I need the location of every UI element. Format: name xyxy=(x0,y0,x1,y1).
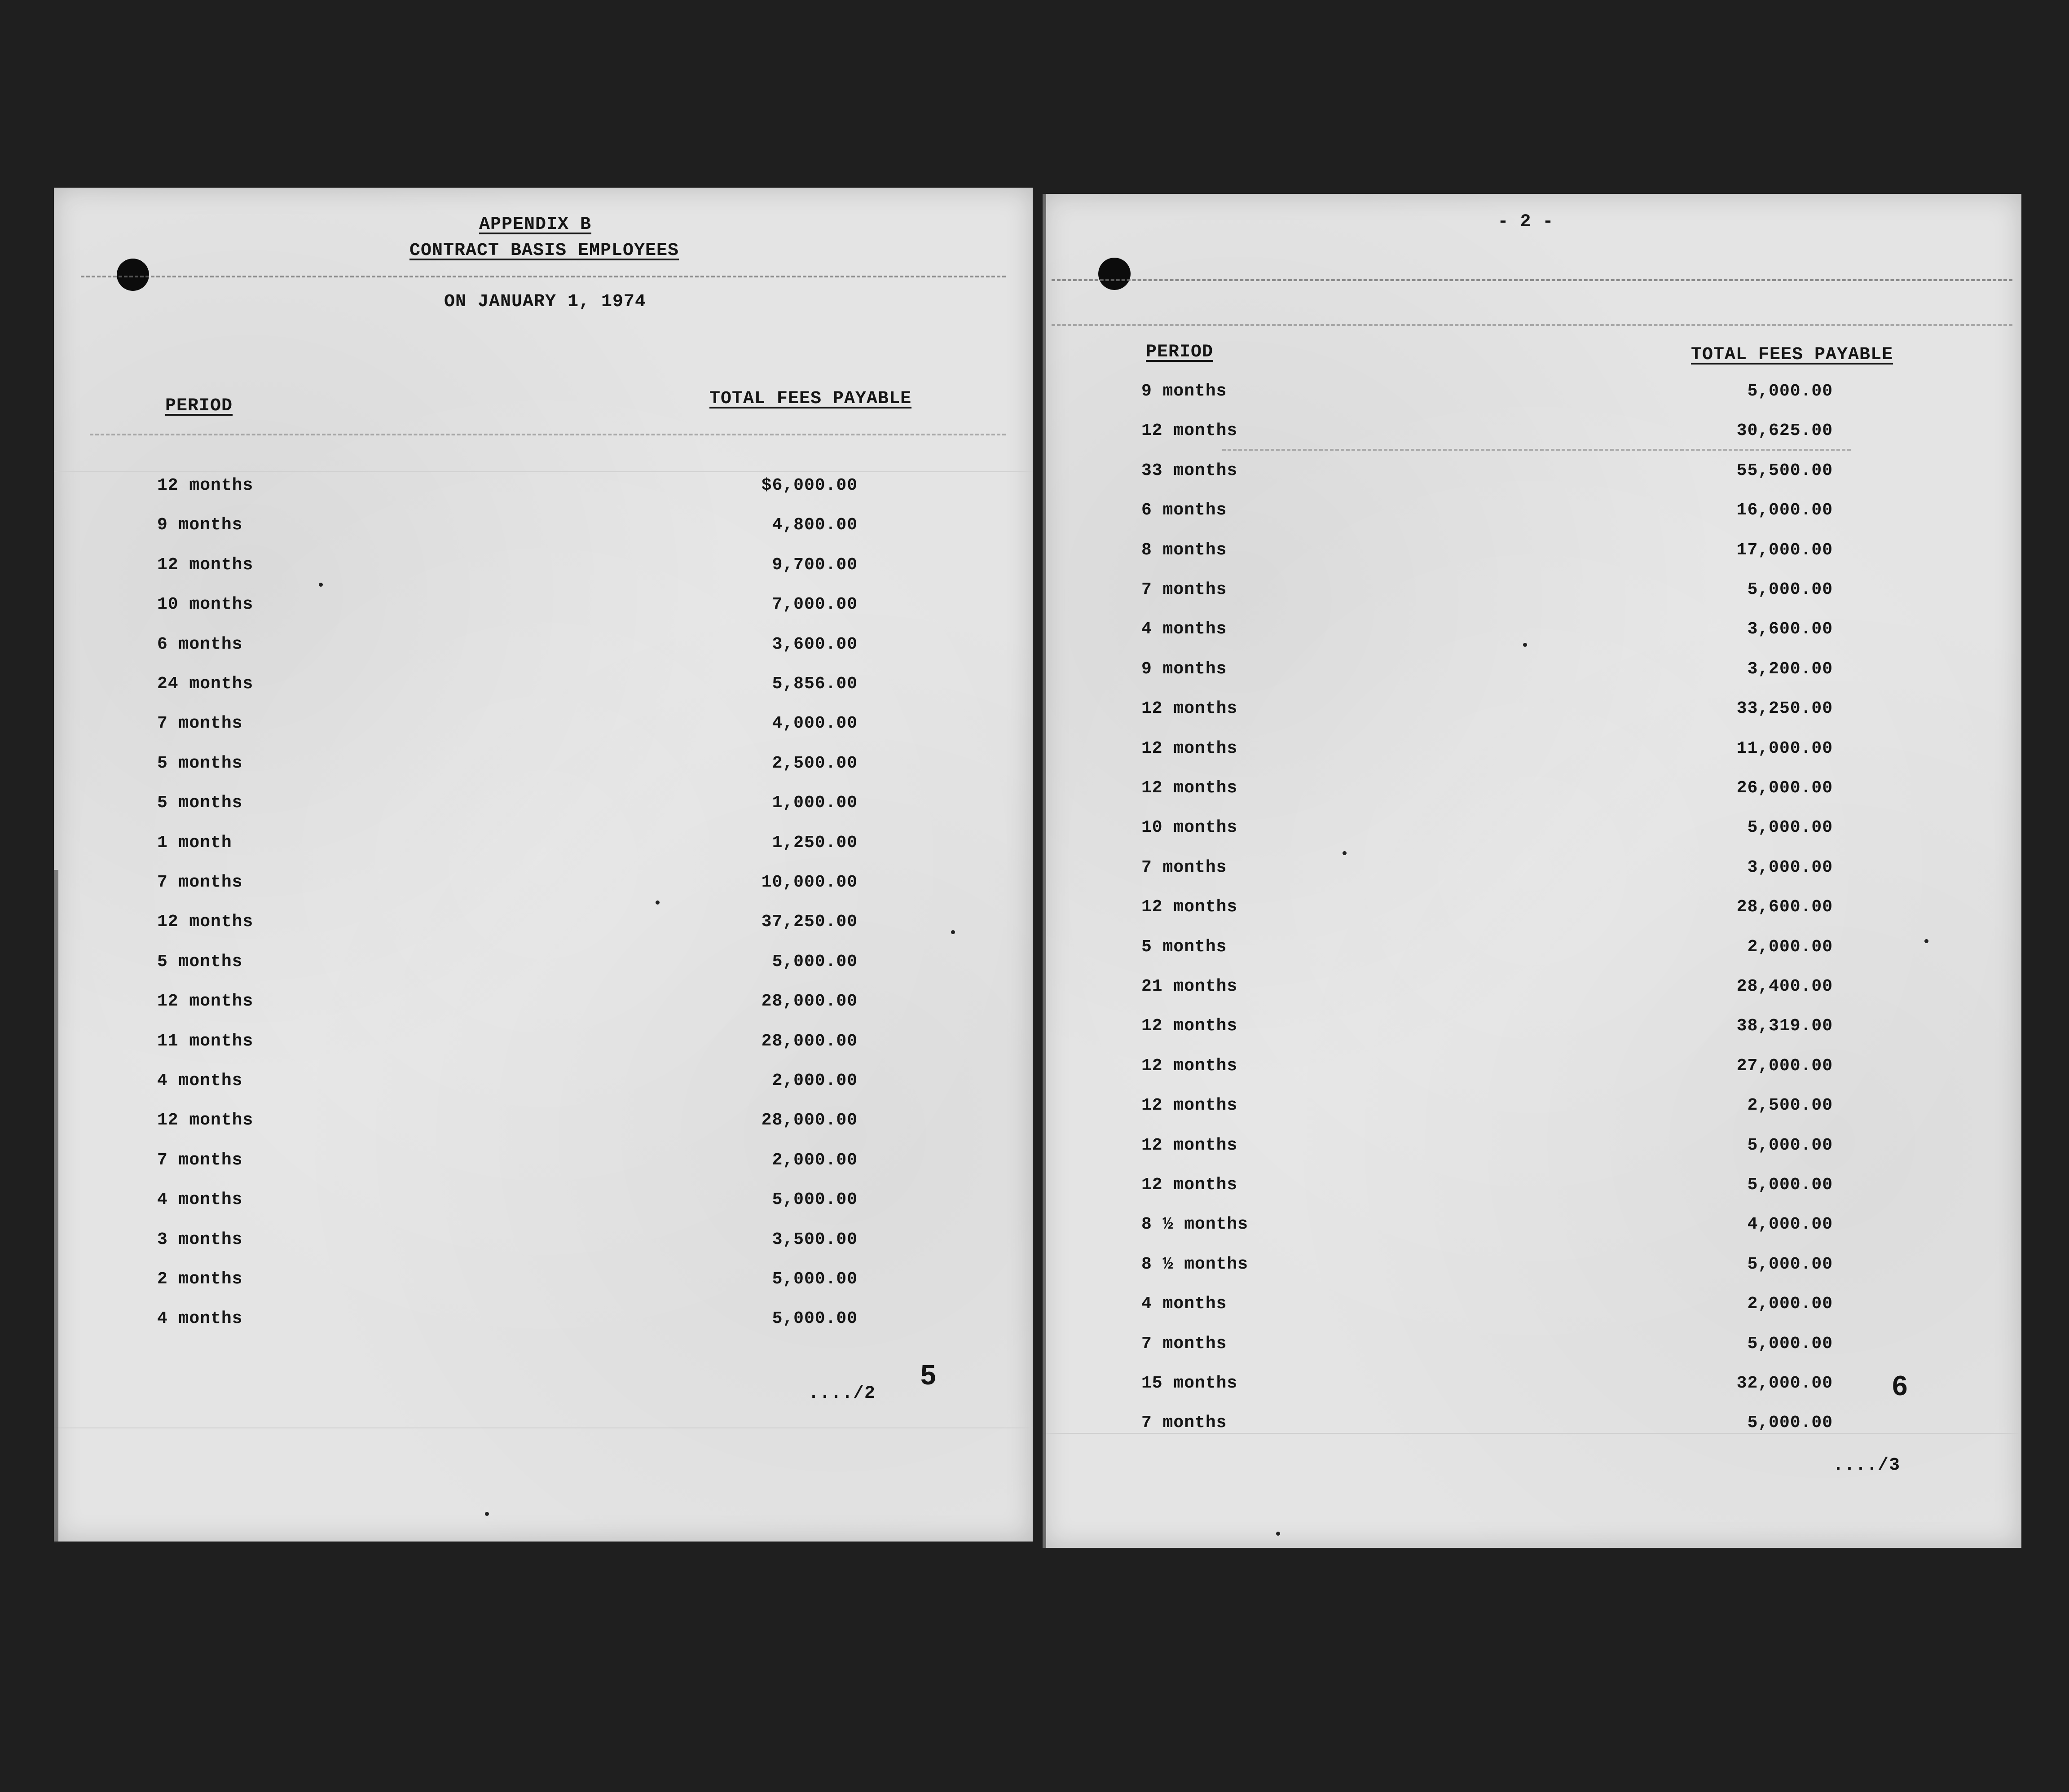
fee-cell: 28,400.00 xyxy=(1736,977,1833,996)
page-marker: - 2 - xyxy=(1497,212,1554,232)
fee-cell: 5,000.00 xyxy=(772,1309,858,1329)
table-row xyxy=(54,1071,1033,1098)
fee-cell: 26,000.00 xyxy=(1736,778,1833,798)
period-cell: 7 months xyxy=(1141,1413,1227,1433)
fee-cell: 16,000.00 xyxy=(1736,501,1833,520)
period-cell: 9 months xyxy=(1141,659,1227,679)
table-row xyxy=(54,595,1033,622)
table-row xyxy=(1043,659,2021,686)
period-cell: 3 months xyxy=(157,1230,243,1249)
ink-speck xyxy=(951,930,955,934)
table-row xyxy=(1043,540,2021,567)
period-cell: 4 months xyxy=(1141,619,1227,639)
period-cell: 12 months xyxy=(157,555,254,575)
period-cell: 7 months xyxy=(1141,1334,1227,1353)
period-cell: 4 months xyxy=(157,1309,243,1329)
ink-speck xyxy=(1276,1532,1280,1536)
table-row xyxy=(1043,1255,2021,1282)
period-cell: 5 months xyxy=(157,952,243,971)
period-cell: 10 months xyxy=(157,595,254,615)
document-page-left xyxy=(54,188,1033,1542)
fee-cell: 28,000.00 xyxy=(761,1111,858,1130)
period-cell: 6 months xyxy=(1141,501,1227,520)
dashed-rule xyxy=(81,276,1006,277)
period-cell: 21 months xyxy=(1141,977,1238,996)
period-cell: 12 months xyxy=(1141,738,1238,758)
period-cell: 12 months xyxy=(1141,699,1238,719)
fee-cell: 5,000.00 xyxy=(1747,1175,1833,1195)
fee-cell: 37,250.00 xyxy=(761,912,858,932)
ink-speck xyxy=(1924,939,1928,943)
period-cell: 12 months xyxy=(1141,897,1238,917)
fee-cell: 30,625.00 xyxy=(1736,421,1833,441)
period-column-header: PERIOD xyxy=(165,396,233,416)
punch-hole xyxy=(1098,258,1131,290)
period-cell: 12 months xyxy=(1141,778,1238,798)
period-cell: 6 months xyxy=(157,634,243,654)
ink-speck xyxy=(1523,643,1527,647)
fee-cell: 5,000.00 xyxy=(772,1190,858,1210)
period-cell: 4 months xyxy=(1141,1294,1227,1314)
page-number: 5 xyxy=(920,1360,937,1391)
table-row xyxy=(1043,1096,2021,1123)
table-row xyxy=(1043,1215,2021,1242)
period-cell: 24 months xyxy=(157,674,254,694)
period-cell: 7 months xyxy=(157,873,243,892)
table-row xyxy=(54,1269,1033,1296)
table-row xyxy=(1043,818,2021,845)
period-cell: 12 months xyxy=(157,992,254,1011)
fee-cell: 4,800.00 xyxy=(772,515,858,535)
table-row xyxy=(1043,619,2021,646)
appendix-title: APPENDIX B xyxy=(479,215,592,235)
fee-cell: 28,600.00 xyxy=(1736,897,1833,917)
table-row xyxy=(1043,778,2021,805)
period-cell: 7 months xyxy=(157,1150,243,1170)
fee-cell: 3,200.00 xyxy=(1747,659,1833,679)
table-row xyxy=(54,515,1033,542)
punch-hole xyxy=(117,259,149,291)
fee-cell: 27,000.00 xyxy=(1736,1056,1833,1076)
table-row xyxy=(1043,1294,2021,1321)
dashed-rule xyxy=(90,434,1006,435)
period-cell: 4 months xyxy=(157,1071,243,1090)
period-cell: 7 months xyxy=(157,714,243,733)
table-row xyxy=(54,1230,1033,1257)
fee-cell: 38,319.00 xyxy=(1736,1016,1833,1036)
table-row xyxy=(1043,1413,2021,1440)
table-row xyxy=(1043,977,2021,1004)
ink-speck xyxy=(1343,851,1347,855)
fee-cell: 4,000.00 xyxy=(772,714,858,733)
fee-cell: 9,700.00 xyxy=(772,555,858,575)
fee-cell: 3,000.00 xyxy=(1747,857,1833,877)
fee-cell: 2,000.00 xyxy=(1747,937,1833,957)
table-row xyxy=(54,1111,1033,1138)
period-cell: 7 months xyxy=(1141,580,1227,599)
fee-cell: 1,000.00 xyxy=(772,793,858,813)
fees-column-header: TOTAL FEES PAYABLE xyxy=(709,389,912,409)
period-cell: 9 months xyxy=(1141,382,1227,401)
table-row xyxy=(1043,739,2021,766)
period-cell: 5 months xyxy=(157,753,243,773)
table-row xyxy=(54,873,1033,900)
period-cell: 11 months xyxy=(157,1031,254,1051)
table-row xyxy=(1043,501,2021,527)
fee-cell: 5,000.00 xyxy=(1747,1135,1833,1155)
fee-cell: 5,000.00 xyxy=(1747,580,1833,599)
dashed-rule xyxy=(1052,279,2012,281)
fees-column-header: TOTAL FEES PAYABLE xyxy=(1691,345,1893,365)
period-column-header: PERIOD xyxy=(1146,342,1214,362)
fee-cell: 10,000.00 xyxy=(761,873,858,892)
table-row xyxy=(1043,580,2021,607)
dashed-rule xyxy=(1052,324,2012,326)
period-cell: 15 months xyxy=(1141,1374,1238,1393)
fee-cell: 3,600.00 xyxy=(1747,619,1833,639)
period-cell: 4 months xyxy=(157,1190,243,1210)
period-cell: 8 ½ months xyxy=(1141,1215,1249,1234)
table-row xyxy=(1043,897,2021,924)
document-date-line: ON JANUARY 1, 1974 xyxy=(444,292,647,312)
table-row xyxy=(1043,858,2021,885)
table-row xyxy=(1043,1136,2021,1163)
period-cell: 12 months xyxy=(157,476,254,495)
fee-cell: 32,000.00 xyxy=(1736,1374,1833,1393)
ink-speck xyxy=(319,583,323,587)
period-cell: 1 month xyxy=(157,833,232,852)
fee-cell: 5,000.00 xyxy=(1747,1254,1833,1274)
period-cell: 12 months xyxy=(1141,1016,1238,1036)
fee-cell: 28,000.00 xyxy=(761,992,858,1011)
period-cell: 9 months xyxy=(157,515,243,535)
table-row xyxy=(54,476,1033,503)
table-row xyxy=(54,555,1033,582)
table-row xyxy=(1043,421,2021,448)
fee-cell: 3,600.00 xyxy=(772,634,858,654)
table-row xyxy=(54,833,1033,860)
table-row xyxy=(54,992,1033,1019)
table-row xyxy=(1043,1334,2021,1361)
document-subtitle: CONTRACT BASIS EMPLOYEES xyxy=(409,241,679,261)
table-row xyxy=(1043,1056,2021,1083)
period-cell: 12 months xyxy=(157,1111,254,1130)
table-row xyxy=(54,1151,1033,1177)
fee-cell: 4,000.00 xyxy=(1747,1215,1833,1234)
scan-line xyxy=(54,471,1033,472)
period-cell: 8 ½ months xyxy=(1141,1254,1249,1274)
table-row xyxy=(54,635,1033,662)
period-cell: 5 months xyxy=(1141,937,1227,957)
fee-cell: 1,250.00 xyxy=(772,833,858,852)
fee-cell: 5,000.00 xyxy=(1747,1413,1833,1433)
fee-cell: 5,000.00 xyxy=(1747,382,1833,401)
period-cell: 33 months xyxy=(1141,461,1238,480)
ink-speck xyxy=(656,900,660,905)
fee-cell: 33,250.00 xyxy=(1736,699,1833,719)
fee-cell: 7,000.00 xyxy=(772,595,858,615)
dashed-rule xyxy=(1222,449,1851,451)
period-cell: 12 months xyxy=(1141,1135,1238,1155)
table-row xyxy=(54,1309,1033,1336)
period-cell: 12 months xyxy=(157,912,254,932)
fee-cell: 2,000.00 xyxy=(772,1071,858,1090)
period-cell: 2 months xyxy=(157,1269,243,1289)
fee-cell: 2,000.00 xyxy=(1747,1294,1833,1314)
period-cell: 12 months xyxy=(1141,421,1238,441)
table-row xyxy=(54,952,1033,979)
fee-cell: 55,500.00 xyxy=(1736,461,1833,480)
table-row xyxy=(54,1190,1033,1217)
table-row xyxy=(1043,1016,2021,1043)
period-cell: 12 months xyxy=(1141,1096,1238,1116)
table-row xyxy=(1043,1175,2021,1202)
fee-cell: $6,000.00 xyxy=(761,476,858,495)
table-row xyxy=(1043,1374,2021,1401)
table-row xyxy=(1043,382,2021,408)
fee-cell: 2,500.00 xyxy=(772,753,858,773)
table-row xyxy=(54,714,1033,741)
period-cell: 12 months xyxy=(1141,1175,1238,1195)
fee-cell: 5,000.00 xyxy=(772,1269,858,1289)
fee-cell: 5,856.00 xyxy=(772,674,858,694)
period-cell: 7 months xyxy=(1141,857,1227,877)
period-cell: 12 months xyxy=(1141,1056,1238,1076)
table-row xyxy=(54,1032,1033,1059)
fee-cell: 3,500.00 xyxy=(772,1230,858,1249)
table-row xyxy=(54,754,1033,781)
fee-cell: 17,000.00 xyxy=(1736,540,1833,560)
fee-cell: 5,000.00 xyxy=(1747,1334,1833,1353)
fee-cell: 5,000.00 xyxy=(1747,818,1833,838)
continuation-note: ..../3 xyxy=(1833,1455,1901,1476)
continuation-note: ..../2 xyxy=(808,1384,876,1404)
table-row xyxy=(1043,937,2021,964)
page-number: 6 xyxy=(1892,1370,1908,1401)
fee-cell: 11,000.00 xyxy=(1736,738,1833,758)
scan-line xyxy=(54,1427,1033,1428)
fee-cell: 2,500.00 xyxy=(1747,1096,1833,1116)
table-row xyxy=(1043,461,2021,488)
period-cell: 10 months xyxy=(1141,818,1238,838)
fee-cell: 28,000.00 xyxy=(761,1031,858,1051)
period-cell: 5 months xyxy=(157,793,243,813)
table-row xyxy=(54,674,1033,701)
table-row xyxy=(54,912,1033,939)
table-row xyxy=(54,793,1033,820)
table-row xyxy=(1043,699,2021,726)
document-page-right xyxy=(1043,194,2021,1548)
fee-cell: 5,000.00 xyxy=(772,952,858,971)
ink-speck xyxy=(485,1512,489,1516)
period-cell: 8 months xyxy=(1141,540,1227,560)
fee-cell: 2,000.00 xyxy=(772,1150,858,1170)
